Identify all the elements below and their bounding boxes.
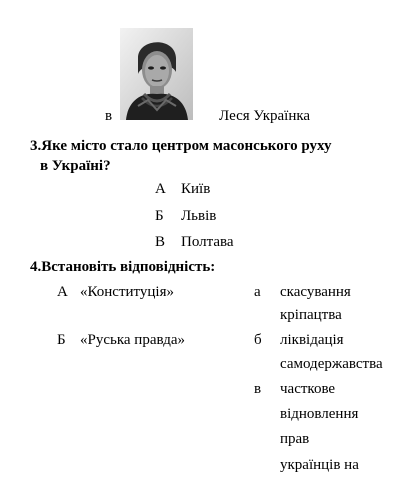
option-text: Полтава: [181, 234, 234, 250]
option-letter: в: [105, 108, 113, 124]
right-text: ліквідація: [280, 332, 344, 348]
option-letter: А: [155, 181, 166, 197]
question-3-title-cont: в Україні?: [40, 158, 111, 174]
left-letter: Б: [57, 332, 66, 348]
question-3-title: 3.Яке місто стало центром масонського руху: [30, 138, 332, 154]
right-text: часткове: [280, 381, 336, 397]
option-text: Львів: [181, 208, 217, 224]
option-text: Київ: [181, 181, 211, 197]
left-text: «Руська правда»: [80, 332, 185, 348]
right-letter: а: [254, 284, 261, 300]
name-label: Леся Українка: [219, 108, 311, 124]
portrait-image: [120, 28, 193, 120]
question-4-title: 4.Встановіть відповідність:: [30, 259, 216, 275]
option-letter: Б: [155, 208, 164, 224]
left-letter: А: [57, 284, 68, 300]
right-text: прав: [280, 431, 310, 447]
right-text: відновлення: [280, 406, 359, 422]
right-letter: в: [254, 381, 262, 397]
left-text: «Конституція»: [80, 284, 174, 300]
option-letter: В: [155, 234, 166, 250]
portrait-photo: [120, 28, 193, 120]
right-text: кріпацтва: [280, 307, 342, 323]
right-text: скасування: [280, 284, 351, 300]
right-letter: б: [254, 332, 262, 348]
right-text: самодержавства: [280, 356, 383, 372]
right-text: українців на: [280, 457, 359, 473]
